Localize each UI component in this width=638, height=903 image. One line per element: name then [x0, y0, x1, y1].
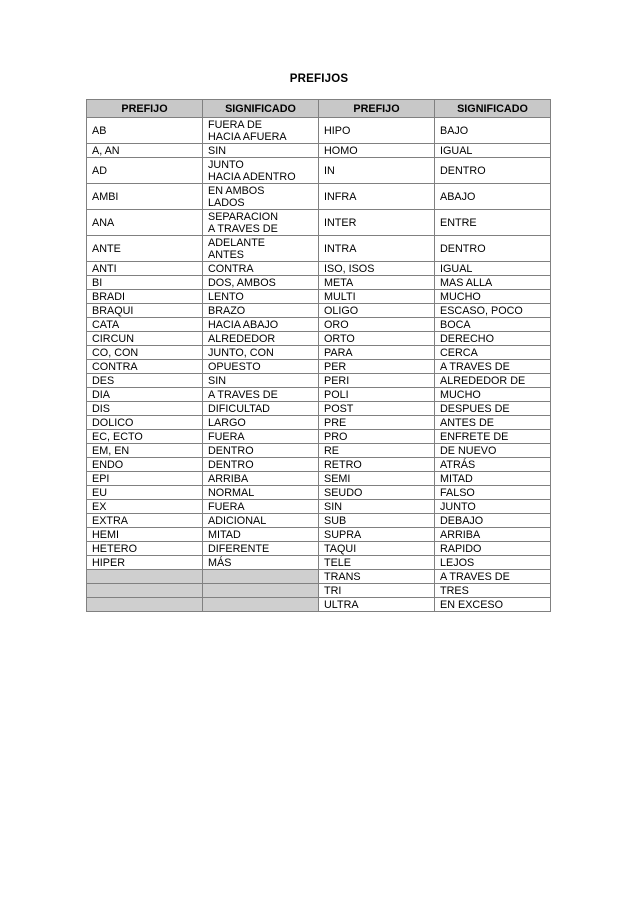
table-row: [87, 318, 551, 332]
prefix-cell: [319, 118, 435, 144]
cell-text: MAS ALLA: [440, 276, 493, 289]
cell-text: BRAQUI: [92, 304, 134, 317]
cell-text: EC, ECTO: [92, 430, 143, 443]
cell-text: DENTRO: [208, 444, 254, 457]
meaning-cell: [435, 210, 551, 236]
cell-text: FUERA: [208, 430, 245, 443]
meaning-cell: [435, 346, 551, 360]
prefix-cell: [319, 184, 435, 210]
cell-text: SUPRA: [324, 528, 362, 541]
cell-text: IGUAL: [440, 262, 473, 275]
cell-text: EN EXCESO: [440, 598, 503, 611]
prefix-cell: [87, 584, 203, 598]
cell-text: LADOS: [208, 196, 245, 209]
meaning-cell: [203, 118, 319, 144]
cell-text: DIS: [92, 402, 110, 415]
cell-text: DENTRO: [440, 242, 486, 255]
cell-text: EU: [92, 486, 107, 499]
cell-text: JUNTO: [208, 158, 244, 171]
cell-text: SIN: [208, 374, 226, 387]
cell-text: TELE: [324, 556, 352, 569]
table-row: [87, 486, 551, 500]
cell-text: HIPO: [324, 124, 351, 137]
cell-text: DES: [92, 374, 115, 387]
meaning-cell: [203, 346, 319, 360]
meaning-cell: [435, 388, 551, 402]
cell-text: ABAJO: [440, 190, 476, 203]
cell-text: ALREDEDOR DE: [440, 374, 526, 387]
prefix-cell: [87, 444, 203, 458]
meaning-cell: [203, 472, 319, 486]
cell-text: ENTRE: [440, 216, 477, 229]
table-row: [87, 444, 551, 458]
table-row: [87, 304, 551, 318]
table-row: [87, 402, 551, 416]
table-body: [87, 118, 551, 612]
table-row: [87, 388, 551, 402]
prefix-cell: [87, 318, 203, 332]
cell-text: DE NUEVO: [440, 444, 497, 457]
prefix-cell: [319, 542, 435, 556]
cell-text: DIFERENTE: [208, 542, 270, 555]
table-row: [87, 346, 551, 360]
prefix-cell: [87, 388, 203, 402]
meaning-cell: [435, 570, 551, 584]
meaning-cell: [203, 236, 319, 262]
meaning-cell: [435, 144, 551, 158]
meaning-cell: [203, 304, 319, 318]
table-row: [87, 374, 551, 388]
meaning-cell: [435, 528, 551, 542]
meaning-cell: [203, 416, 319, 430]
prefix-cell: [87, 184, 203, 210]
meaning-cell: [203, 430, 319, 444]
meaning-cell: [203, 374, 319, 388]
cell-text: ENFRETE DE: [440, 430, 509, 443]
prefix-cell: [87, 528, 203, 542]
cell-text: TRANS: [324, 570, 361, 583]
cell-text: EPI: [92, 472, 110, 485]
cell-text: MULTI: [324, 290, 356, 303]
cell-text: ADELANTE: [208, 236, 265, 249]
meaning-cell: [203, 276, 319, 290]
cell-text: FALSO: [440, 486, 475, 499]
cell-text: ESCASO, POCO: [440, 304, 523, 317]
cell-text: ANTE: [92, 242, 121, 255]
cell-text: SIN: [324, 500, 342, 513]
cell-text: AB: [92, 124, 107, 137]
table-row: [87, 458, 551, 472]
meaning-cell: [435, 304, 551, 318]
cell-text: FUERA: [208, 500, 245, 513]
prefix-cell: [87, 332, 203, 346]
cell-text: HACIA ABAJO: [208, 318, 279, 331]
cell-text: EM, EN: [92, 444, 130, 457]
prefix-cell: [87, 346, 203, 360]
meaning-cell: [203, 262, 319, 276]
cell-text: HEMI: [92, 528, 119, 541]
prefix-cell: [87, 556, 203, 570]
prefix-cell: [87, 118, 203, 144]
cell-text: AMBI: [92, 190, 119, 203]
cell-text: MUCHO: [440, 388, 481, 401]
prefix-cell: [87, 430, 203, 444]
cell-text: BI: [92, 276, 103, 289]
cell-text: ORO: [324, 318, 349, 331]
meaning-cell: [203, 402, 319, 416]
meaning-cell: [203, 458, 319, 472]
cell-text: SEMI: [324, 472, 351, 485]
prefix-cell: [319, 210, 435, 236]
cell-text: A TRAVES DE: [208, 222, 278, 235]
table-row: [87, 184, 551, 210]
prefix-cell: [319, 556, 435, 570]
meaning-cell: [435, 158, 551, 184]
cell-text: SEPARACION: [208, 210, 278, 223]
meaning-cell: [435, 444, 551, 458]
meaning-cell: [435, 360, 551, 374]
cell-text: INFRA: [324, 190, 357, 203]
meaning-cell: [435, 332, 551, 346]
cell-text: MUCHO: [440, 290, 481, 303]
cell-text: DENTRO: [208, 458, 254, 471]
cell-text: CONTRA: [208, 262, 254, 275]
prefix-cell: [319, 472, 435, 486]
table-row: [87, 542, 551, 556]
prefix-cell: [319, 318, 435, 332]
meaning-cell: [203, 318, 319, 332]
cell-text: INTRA: [324, 242, 357, 255]
prefix-cell: [319, 486, 435, 500]
cell-text: META: [324, 276, 354, 289]
cell-text: JUNTO, CON: [208, 346, 274, 359]
prefix-cell: [319, 332, 435, 346]
prefix-cell: [319, 290, 435, 304]
cell-text: PRO: [324, 430, 348, 443]
table-row: [87, 514, 551, 528]
cell-text: CATA: [92, 318, 120, 331]
table-row: [87, 210, 551, 236]
cell-text: HACIA ADENTRO: [208, 170, 296, 183]
prefix-cell: [87, 158, 203, 184]
cell-text: OLIGO: [324, 304, 359, 317]
cell-text: PERI: [324, 374, 350, 387]
meaning-cell: [435, 118, 551, 144]
meaning-cell: [203, 514, 319, 528]
cell-text: PRE: [324, 416, 347, 429]
cell-text: PER: [324, 360, 347, 373]
prefix-cell: [319, 430, 435, 444]
meaning-cell: [435, 472, 551, 486]
cell-text: MITAD: [440, 472, 473, 485]
cell-text: AD: [92, 164, 107, 177]
prefix-cell: [319, 514, 435, 528]
meaning-cell: [203, 556, 319, 570]
table-row: [87, 236, 551, 262]
cell-text: EXTRA: [92, 514, 128, 527]
prefix-cell: [87, 500, 203, 514]
cell-text: POLI: [324, 388, 349, 401]
meaning-cell: [203, 290, 319, 304]
cell-text: BAJO: [440, 124, 469, 137]
prefix-cell: [87, 514, 203, 528]
prefix-cell: [319, 570, 435, 584]
cell-text: MITAD: [208, 528, 241, 541]
meaning-cell: [435, 276, 551, 290]
prefix-cell: [87, 472, 203, 486]
cell-text: PARA: [324, 346, 353, 359]
meaning-cell: [435, 430, 551, 444]
prefix-cell: [319, 262, 435, 276]
prefix-cell: [87, 290, 203, 304]
cell-text: A TRAVES DE: [440, 360, 510, 373]
cell-text: OPUESTO: [208, 360, 261, 373]
cell-text: BRAZO: [208, 304, 246, 317]
meaning-cell: [203, 210, 319, 236]
prefix-cell: [87, 402, 203, 416]
meaning-cell: [435, 416, 551, 430]
table-row: [87, 290, 551, 304]
cell-text: EX: [92, 500, 107, 513]
cell-text: DEBAJO: [440, 514, 484, 527]
table-row: [87, 584, 551, 598]
prefix-cell: [319, 444, 435, 458]
cell-text: DOLICO: [92, 416, 134, 429]
cell-text: ULTRA: [324, 598, 359, 611]
prefix-cell: [319, 458, 435, 472]
cell-text: ISO, ISOS: [324, 262, 375, 275]
meaning-cell: [203, 144, 319, 158]
meaning-cell: [435, 542, 551, 556]
prefix-cell: [319, 598, 435, 612]
meaning-cell: [203, 158, 319, 184]
cell-text: ANTI: [92, 262, 117, 275]
cell-text: RETRO: [324, 458, 362, 471]
cell-text: IN: [324, 164, 335, 177]
prefix-cell: [319, 304, 435, 318]
meaning-cell: [435, 500, 551, 514]
cell-text: IGUAL: [440, 144, 473, 157]
cell-text: EN AMBOS: [208, 184, 265, 197]
header-prefijo-1: PREFIJO: [87, 100, 203, 118]
prefix-cell: [319, 276, 435, 290]
table-header-row: [87, 100, 551, 118]
table-row: [87, 500, 551, 514]
prefix-cell: [319, 144, 435, 158]
prefix-cell: [87, 458, 203, 472]
cell-text: A TRAVES DE: [440, 570, 510, 583]
cell-text: DOS, AMBOS: [208, 276, 276, 289]
table-row: [87, 118, 551, 144]
cell-text: ANTES: [208, 248, 244, 261]
prefix-cell: [87, 360, 203, 374]
cell-text: RAPIDO: [440, 542, 482, 555]
cell-text: POST: [324, 402, 354, 415]
meaning-cell: [435, 598, 551, 612]
prefix-cell: [319, 236, 435, 262]
cell-text: LARGO: [208, 416, 246, 429]
table-row: [87, 528, 551, 542]
table-row: [87, 276, 551, 290]
cell-text: ANA: [92, 216, 115, 229]
meaning-cell: [435, 318, 551, 332]
meaning-cell: [435, 374, 551, 388]
table-row: [87, 416, 551, 430]
cell-text: TAQUI: [324, 542, 357, 555]
cell-text: DIFICULTAD: [208, 402, 270, 415]
table-row: [87, 158, 551, 184]
table-row: [87, 332, 551, 346]
cell-text: DENTRO: [440, 164, 486, 177]
meaning-cell: [435, 236, 551, 262]
prefix-cell: [319, 360, 435, 374]
prefix-cell: [319, 158, 435, 184]
meaning-cell: [203, 360, 319, 374]
prefixes-table: [86, 99, 551, 612]
meaning-cell: [203, 388, 319, 402]
cell-text: HACIA AFUERA: [208, 130, 287, 143]
meaning-cell: [203, 486, 319, 500]
cell-text: HOMO: [324, 144, 358, 157]
cell-text: SIN: [208, 144, 226, 157]
prefix-cell: [87, 598, 203, 612]
meaning-cell: [435, 556, 551, 570]
cell-text: ARRIBA: [440, 528, 481, 541]
meaning-cell: [203, 598, 319, 612]
cell-text: FUERA DE: [208, 118, 262, 131]
prefix-cell: [319, 584, 435, 598]
cell-text: ADICIONAL: [208, 514, 267, 527]
meaning-cell: [435, 262, 551, 276]
prefix-cell: [319, 388, 435, 402]
prefix-cell: [87, 542, 203, 556]
prefix-cell: [87, 416, 203, 430]
cell-text: TRI: [324, 584, 342, 597]
meaning-cell: [203, 444, 319, 458]
header-significado-1: SIGNIFICADO: [203, 100, 319, 118]
cell-text: ALREDEDOR: [208, 332, 276, 345]
prefix-cell: [87, 486, 203, 500]
cell-text: A TRAVES DE: [208, 388, 278, 401]
meaning-cell: [203, 584, 319, 598]
header-significado-2: SIGNIFICADO: [435, 100, 551, 118]
table-row: [87, 430, 551, 444]
meaning-cell: [203, 332, 319, 346]
meaning-cell: [203, 570, 319, 584]
cell-text: LENTO: [208, 290, 244, 303]
meaning-cell: [435, 402, 551, 416]
meaning-cell: [435, 290, 551, 304]
meaning-cell: [203, 184, 319, 210]
table-row: [87, 144, 551, 158]
cell-text: ANTES DE: [440, 416, 494, 429]
cell-text: DERECHO: [440, 332, 494, 345]
prefix-cell: [87, 374, 203, 388]
page-title: PREFIJOS: [289, 73, 349, 85]
cell-text: CONTRA: [92, 360, 138, 373]
prefix-cell: [319, 374, 435, 388]
cell-text: ORTO: [324, 332, 355, 345]
prefix-cell: [87, 262, 203, 276]
cell-text: A, AN: [92, 144, 120, 157]
cell-text: ATRÁS: [440, 458, 476, 471]
prefix-cell: [319, 402, 435, 416]
cell-text: INTER: [324, 216, 357, 229]
meaning-cell: [203, 542, 319, 556]
table-row: [87, 598, 551, 612]
cell-text: LEJOS: [440, 556, 475, 569]
meaning-cell: [435, 458, 551, 472]
table-row: [87, 262, 551, 276]
prefix-cell: [87, 236, 203, 262]
meaning-cell: [203, 500, 319, 514]
prefix-cell: [87, 144, 203, 158]
cell-text: SEUDO: [324, 486, 363, 499]
table-row: [87, 556, 551, 570]
cell-text: MÁS: [208, 556, 232, 569]
prefix-cell: [87, 210, 203, 236]
prefix-cell: [319, 528, 435, 542]
cell-text: HIPER: [92, 556, 125, 569]
table-row: [87, 360, 551, 374]
cell-text: TRES: [440, 584, 469, 597]
meaning-cell: [435, 486, 551, 500]
cell-text: BRADI: [92, 290, 125, 303]
cell-text: RE: [324, 444, 339, 457]
cell-text: ARRIBA: [208, 472, 249, 485]
prefix-cell: [319, 500, 435, 514]
cell-text: JUNTO: [440, 500, 476, 513]
prefix-cell: [87, 304, 203, 318]
table-row: [87, 570, 551, 584]
cell-text: CERCA: [440, 346, 478, 359]
meaning-cell: [435, 184, 551, 210]
cell-text: HETERO: [92, 542, 137, 555]
meaning-cell: [435, 514, 551, 528]
cell-text: DIA: [92, 388, 110, 401]
cell-text: CIRCUN: [92, 332, 134, 345]
cell-text: ENDO: [92, 458, 124, 471]
cell-text: SUB: [324, 514, 347, 527]
header-prefijo-2: PREFIJO: [319, 100, 435, 118]
meaning-cell: [435, 584, 551, 598]
table-row: [87, 472, 551, 486]
cell-text: CO, CON: [92, 346, 139, 359]
prefix-cell: [87, 276, 203, 290]
cell-text: NORMAL: [208, 486, 255, 499]
meaning-cell: [203, 528, 319, 542]
cell-text: DESPUES DE: [440, 402, 510, 415]
prefix-cell: [319, 416, 435, 430]
prefix-cell: [87, 570, 203, 584]
cell-text: BOCA: [440, 318, 471, 331]
prefix-cell: [319, 346, 435, 360]
